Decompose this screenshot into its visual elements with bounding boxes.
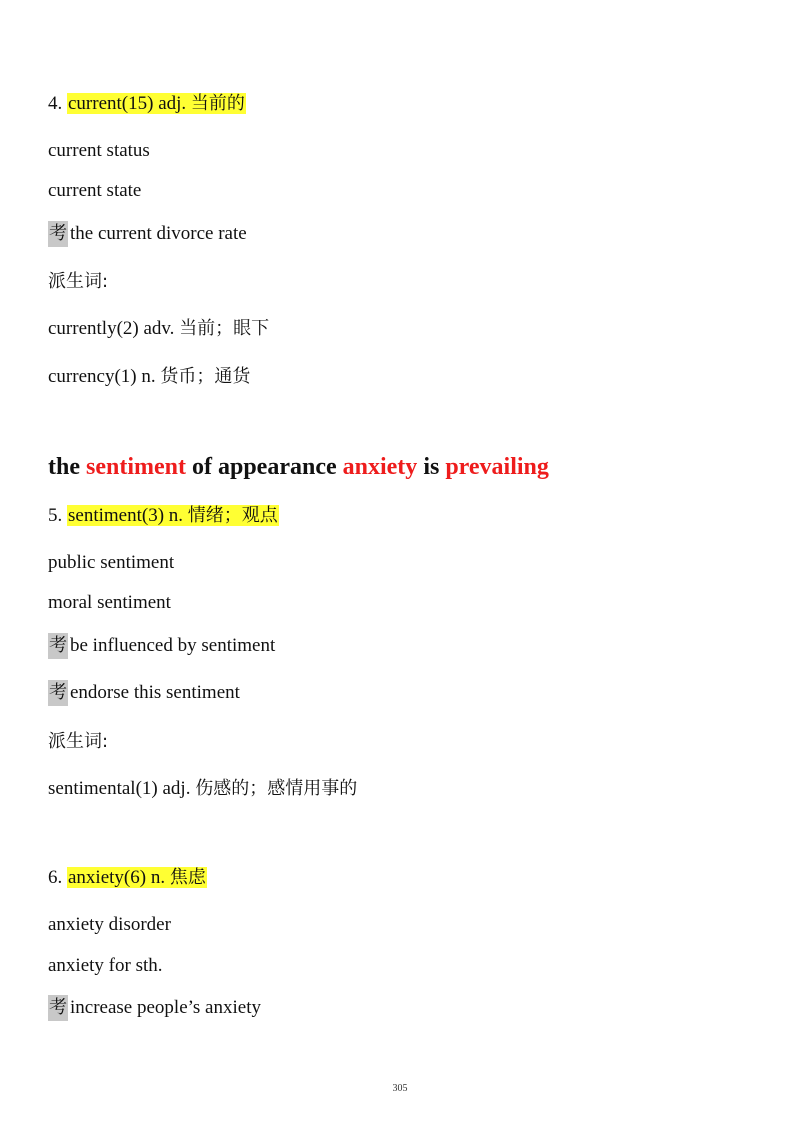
entry-highlight xyxy=(67,867,207,888)
headword: anxiety(6) n. xyxy=(68,867,166,888)
derivative-word: currently(2) adv. xyxy=(48,318,175,339)
derivative-word: sentimental(1) adj. xyxy=(48,778,191,799)
derivative-item xyxy=(48,316,269,342)
phrase: current status xyxy=(48,140,150,161)
derivative-meaning: 伤感的；感情用事的 xyxy=(195,778,358,799)
phrase: anxiety disorder xyxy=(48,914,171,935)
entry-highlight xyxy=(67,93,246,114)
meaning: 焦虑 xyxy=(169,867,206,888)
exam-line xyxy=(48,633,275,659)
exam-line xyxy=(48,680,240,706)
phrase: current state xyxy=(48,180,142,201)
derivative-meaning: 货币；通货 xyxy=(160,366,251,387)
headword: sentiment(3) n. xyxy=(68,505,184,526)
headline-keyword: sentiment xyxy=(86,454,186,480)
meaning: 情绪；观点 xyxy=(187,505,278,526)
phrase: anxiety for sth. xyxy=(48,955,163,976)
entry-heading-sentiment xyxy=(48,503,279,529)
entry-heading-anxiety xyxy=(48,865,207,891)
exam-phrase: endorse this sentiment xyxy=(70,682,240,703)
exam-phrase: the current divorce rate xyxy=(70,223,247,244)
page-number: 305 xyxy=(392,1083,408,1094)
phrase: public sentiment xyxy=(48,552,175,573)
exam-phrase: be influenced by sentiment xyxy=(70,635,276,656)
headline-sentence xyxy=(48,451,549,483)
exam-phrase: increase people’s anxiety xyxy=(70,997,261,1018)
exam-line xyxy=(48,221,247,247)
headword: current(15) adj. xyxy=(68,93,187,114)
derivative-item xyxy=(48,364,250,390)
headline-keyword: prevailing xyxy=(445,454,549,480)
headline-word: is xyxy=(417,454,446,480)
exam-marker: 考 xyxy=(48,633,68,659)
derivatives-label: 派生词: xyxy=(48,731,109,752)
headline-word: of appearance xyxy=(185,454,343,480)
exam-marker: 考 xyxy=(48,221,68,247)
headline-keyword: anxiety xyxy=(342,454,418,480)
headline-word: the xyxy=(48,454,86,480)
exam-marker: 考 xyxy=(48,995,68,1021)
entry-number: 6. xyxy=(48,867,63,888)
entry-number: 5. xyxy=(48,505,63,526)
derivative-word: currency(1) n. xyxy=(48,366,156,387)
derivative-item xyxy=(48,776,357,802)
derivative-meaning: 当前；眼下 xyxy=(179,318,270,339)
entry-heading-current xyxy=(48,91,246,117)
exam-line xyxy=(48,995,261,1021)
meaning: 当前的 xyxy=(190,93,245,114)
entry-number: 4. xyxy=(48,93,63,114)
derivatives-label: 派生词: xyxy=(48,271,109,292)
exam-marker: 考 xyxy=(48,680,68,706)
phrase: moral sentiment xyxy=(48,592,171,613)
entry-highlight xyxy=(67,505,279,526)
